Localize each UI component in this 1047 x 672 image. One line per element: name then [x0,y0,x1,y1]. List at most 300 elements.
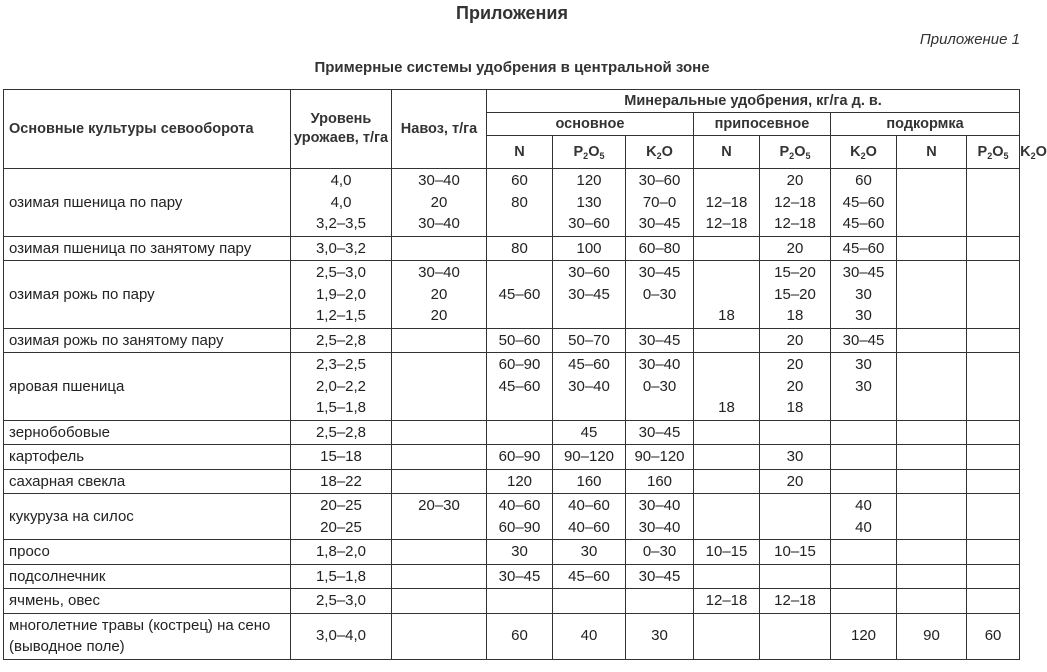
cell-value: 20 [430,285,448,303]
table-caption: Примерные системы удобрения в центральной зоне [314,59,710,76]
cell-value [897,354,966,376]
value-cell [694,564,760,589]
value-cell [831,328,897,353]
cell-value: 20–25 [320,497,362,514]
cell-value: 18 [786,399,804,416]
element-p-sub: 2 [583,150,589,161]
value-cell [291,261,392,329]
value-cell [291,236,392,261]
cell-value: 30–45 [638,567,681,585]
cell-value [487,590,552,612]
header-group-topdressing: подкормка [831,113,1020,136]
cell-value: 45–60 [568,356,610,373]
cell-value: 10–15 [705,543,748,560]
cell-value: 18 [786,307,804,324]
value-cell [291,494,392,540]
table-row [4,169,1020,237]
value-cell [897,261,967,329]
cell-value: 0–30 [642,543,677,560]
cell-value: 15–20 [774,285,816,303]
value-cell [553,564,626,589]
cell-value: 2,0–2,2 [315,377,367,395]
cell-value [694,446,759,468]
cell-value: 60 [984,627,1002,645]
value-cell [760,564,831,589]
cell-value [487,422,552,444]
value-cell [967,613,1020,659]
cell-value [694,625,759,647]
cell-value [897,262,966,284]
cell-value [967,566,1019,588]
crop-name: озимая пшеница по пару [4,169,291,237]
cell-value: 130 [576,193,602,211]
cell-value: 90 [923,627,940,645]
cell-value: 20 [430,193,448,211]
cell-value: 4,0 [330,172,352,189]
value-cell [626,613,694,659]
value-cell [487,420,553,445]
element-k-sub: 2 [860,150,866,161]
value-cell [487,589,553,614]
cell-value: 50–60 [498,331,541,349]
cell-value: 70–0 [642,193,677,211]
cell-value [392,376,486,398]
value-cell [291,589,392,614]
cell-value [626,305,693,327]
value-cell [967,494,1020,540]
cell-value: 45–60 [568,567,610,585]
cell-value: 40 [580,627,598,645]
value-cell [392,353,487,421]
cell-value [897,397,966,419]
cell-value [967,284,1019,306]
crop-name: озимая рожь по пару [4,261,291,329]
cell-value [694,566,759,588]
header-yield: Уровень урожаев, т/га [291,90,392,169]
cell-value: 120 [506,472,533,490]
value-cell [291,445,392,470]
table-row [4,564,1020,589]
cell-value [760,422,830,444]
value-cell [626,564,694,589]
table-row [4,328,1020,353]
header-manure: Навоз, т/га [392,90,487,169]
cell-value: 15–18 [320,448,362,465]
cell-value [392,446,486,468]
value-cell [897,540,967,565]
cell-value: 120 [576,172,602,189]
cell-value [392,397,486,419]
cell-value: 1,5–1,8 [315,567,367,585]
element-o-sub: 5 [599,150,605,161]
cell-value [694,170,759,192]
cell-value [897,305,966,327]
value-cell [967,328,1020,353]
header-element-n [487,136,553,169]
crop-name: просо [4,540,291,565]
cell-value [897,213,966,235]
value-cell [553,494,626,540]
value-cell [897,445,967,470]
cell-value: 20 [786,377,804,395]
cell-value: 30 [580,543,598,560]
value-cell [392,613,487,659]
element-o-label: O [588,143,600,160]
value-cell [760,420,831,445]
value-cell [392,236,487,261]
cell-value: 30–45 [638,215,681,232]
fertilizer-table [3,89,1047,660]
value-cell [553,469,626,494]
cell-value [831,590,896,612]
value-cell [831,169,897,237]
cell-value: 0–30 [642,285,677,303]
value-cell [694,540,760,565]
cell-value [760,625,830,647]
cell-value [392,517,486,539]
cell-value: 60–90 [498,448,541,465]
table-row [4,469,1020,494]
cell-value: 12–18 [705,592,748,609]
cell-value [626,397,693,419]
value-cell [760,445,831,470]
cell-value [967,422,1019,444]
value-cell [392,540,487,565]
cell-value: 30–60 [568,264,610,281]
element-o-label: O [992,143,1004,160]
value-cell [487,169,553,237]
element-p-sub: 2 [789,150,795,161]
value-cell [553,589,626,614]
value-cell [553,169,626,237]
crop-name: картофель [4,445,291,470]
crop-name: подсолнечник [4,564,291,589]
cell-value [694,330,759,352]
cell-value [831,422,896,444]
cell-value: 2,3–2,5 [315,356,367,373]
cell-value: 40 [855,497,872,514]
value-cell [897,353,967,421]
crop-name: озимая рожь по занятому пару [4,328,291,353]
cell-value: 50–70 [568,331,610,349]
cell-value [831,446,896,468]
value-cell [760,353,831,421]
page-title: Приложения [456,3,568,23]
header-element-n [694,136,760,169]
header-element-n [897,136,967,169]
cell-value [897,590,966,612]
cell-value [694,238,759,260]
cell-value: 12–18 [705,193,748,211]
value-cell [897,420,967,445]
cell-value: 45–60 [498,377,541,395]
cell-value [831,397,896,419]
value-cell [291,469,392,494]
value-cell [760,540,831,565]
cell-value: 45–60 [842,239,885,257]
value-cell [967,445,1020,470]
cell-value: 30–45 [842,264,885,281]
value-cell [487,540,553,565]
cell-value: 120 [850,627,877,645]
cell-value [897,446,966,468]
cell-value: 12–18 [774,215,816,232]
value-cell [760,169,831,237]
cell-value: 30–45 [842,331,885,349]
value-cell [760,613,831,659]
table-row [4,494,1020,540]
cell-value: 30 [855,356,872,373]
value-cell [694,613,760,659]
value-cell [967,169,1020,237]
cell-value: 20 [430,307,448,324]
cell-value [392,238,486,260]
value-cell [291,169,392,237]
table-row [4,589,1020,614]
value-cell [760,469,831,494]
value-cell [831,445,897,470]
value-cell [626,589,694,614]
cell-value: 10–15 [774,543,816,560]
value-cell [291,564,392,589]
value-cell [694,169,760,237]
value-cell [626,445,694,470]
cell-value: 20 [786,356,804,373]
value-cell [487,236,553,261]
cell-value: 20 [786,172,804,189]
cell-value: 80 [511,239,528,257]
element-k-label: K [646,143,657,160]
value-cell [553,613,626,659]
cell-value: 30–45 [638,331,681,349]
cell-value: 30–40 [638,518,681,536]
cell-value: 2,5–2,8 [315,331,367,349]
crop-name: яровая пшеница [4,353,291,421]
value-cell [831,613,897,659]
value-cell [626,169,694,237]
cell-value [760,495,830,517]
cell-value [392,330,486,352]
value-cell [897,494,967,540]
value-cell [831,564,897,589]
value-cell [831,589,897,614]
value-cell [626,353,694,421]
header-element-p2o5 [553,136,626,169]
cell-value [967,397,1019,419]
value-cell [626,236,694,261]
cell-value: 18–22 [320,472,362,490]
value-cell [553,236,626,261]
cell-value: 12–18 [705,215,748,232]
cell-value [967,238,1019,260]
cell-value: 45 [580,423,598,441]
value-cell [626,540,694,565]
value-cell [694,420,760,445]
value-cell [291,420,392,445]
cell-value: 45–60 [842,215,885,232]
value-cell [694,261,760,329]
cell-value [967,262,1019,284]
cell-value [967,517,1019,539]
cell-value [694,422,759,444]
value-cell [967,236,1020,261]
appendix-reference: Приложение 1 [919,31,1020,48]
value-cell [291,328,392,353]
cell-value [694,517,759,539]
value-cell [392,564,487,589]
cell-value: 3,0–4,0 [315,627,367,645]
cell-value [553,397,625,419]
element-p-label: P [977,143,988,160]
cell-value [897,330,966,352]
header-element-k2o [831,136,897,169]
value-cell [626,469,694,494]
element-n-label: N [721,143,732,160]
value-cell [694,589,760,614]
element-k-label: K [850,143,861,160]
cell-value: 30–40 [638,356,681,373]
value-cell [760,328,831,353]
cell-value: 30 [651,627,668,645]
cell-value: 1,9–2,0 [315,285,367,303]
cell-value: 60–90 [498,518,541,536]
cell-value [694,354,759,376]
cell-value [967,354,1019,376]
value-cell [553,261,626,329]
value-cell [626,420,694,445]
element-o-sub: 5 [805,150,811,161]
cell-value [967,495,1019,517]
crop-name: озимая пшеница по занятому пару [4,236,291,261]
cell-value [487,213,552,235]
cell-value [967,305,1019,327]
header-group-sowing: припосевное [694,113,831,136]
value-cell [291,613,392,659]
cell-value [487,305,552,327]
value-cell [897,564,967,589]
cell-value: 30–45 [498,567,541,585]
value-cell [694,469,760,494]
value-cell [392,469,487,494]
table-row [4,236,1020,261]
element-o-label: O [865,143,877,160]
value-cell [897,328,967,353]
cell-value: 20 [786,331,804,349]
value-cell [553,328,626,353]
cell-value [967,471,1019,493]
value-cell [897,469,967,494]
value-cell [831,469,897,494]
value-cell [694,236,760,261]
cell-value: 0–30 [642,377,677,395]
cell-value [694,471,759,493]
value-cell [487,445,553,470]
cell-value [392,471,486,493]
table-row [4,613,1020,659]
value-cell [487,328,553,353]
element-k-label: K [1020,143,1031,160]
element-o-label: O [1035,143,1047,160]
cell-value: 40 [855,518,872,536]
value-cell [392,169,487,237]
header-element-p2o5 [760,136,831,169]
cell-value: 60 [855,172,872,189]
cell-value: 45–60 [498,285,541,303]
cell-value: 60 [511,627,528,645]
cell-value [897,566,966,588]
value-cell [831,540,897,565]
element-p-sub: 2 [987,150,993,161]
cell-value: 30 [855,377,872,395]
value-cell [831,420,897,445]
value-cell [392,589,487,614]
value-cell [553,353,626,421]
cell-value [967,376,1019,398]
value-cell [897,589,967,614]
value-cell [967,420,1020,445]
cell-value: 90–120 [634,448,685,465]
cell-value [967,590,1019,612]
cell-value [897,422,966,444]
value-cell [487,261,553,329]
cell-value: 40–60 [568,497,610,514]
value-cell [626,328,694,353]
cell-value: 160 [576,472,602,490]
header-crop: Основные культуры севооборота [4,90,291,169]
cell-value: 12–18 [774,592,816,609]
value-cell [967,261,1020,329]
value-cell [392,328,487,353]
value-cell [897,169,967,237]
cell-value: 60–90 [498,356,541,373]
table-row [4,261,1020,329]
cell-value: 30–60 [638,172,681,189]
cell-value [760,517,830,539]
element-k-sub: 2 [656,150,662,161]
value-cell [831,236,897,261]
value-cell [392,494,487,540]
value-cell [487,564,553,589]
header-mineral: Минеральные удобрения, кг/га д. в. [487,90,1020,113]
value-cell [967,589,1020,614]
table-row [4,540,1020,565]
cell-value: 90–120 [563,448,615,465]
cell-value: 2,5–2,8 [315,423,367,441]
value-cell [967,564,1020,589]
cell-value [694,376,759,398]
cell-value [967,170,1019,192]
value-cell [392,445,487,470]
cell-value [392,541,486,563]
cell-value: 30–40 [418,215,460,232]
cell-value [831,541,896,563]
cell-value: 45–60 [842,193,885,211]
cell-value: 20 [786,472,804,490]
cell-value [553,590,625,612]
cell-value: 3,2–3,5 [315,215,367,232]
cell-value [831,471,896,493]
cell-value [626,590,693,612]
cell-value [694,284,759,306]
value-cell [760,589,831,614]
cell-value: 60 [511,172,528,189]
crop-name: многолетние травы (кострец) на сено (выводное поле) [4,613,291,659]
cell-value: 30–40 [418,172,460,189]
cell-value [967,330,1019,352]
value-cell [487,469,553,494]
value-cell [831,494,897,540]
value-cell [553,540,626,565]
